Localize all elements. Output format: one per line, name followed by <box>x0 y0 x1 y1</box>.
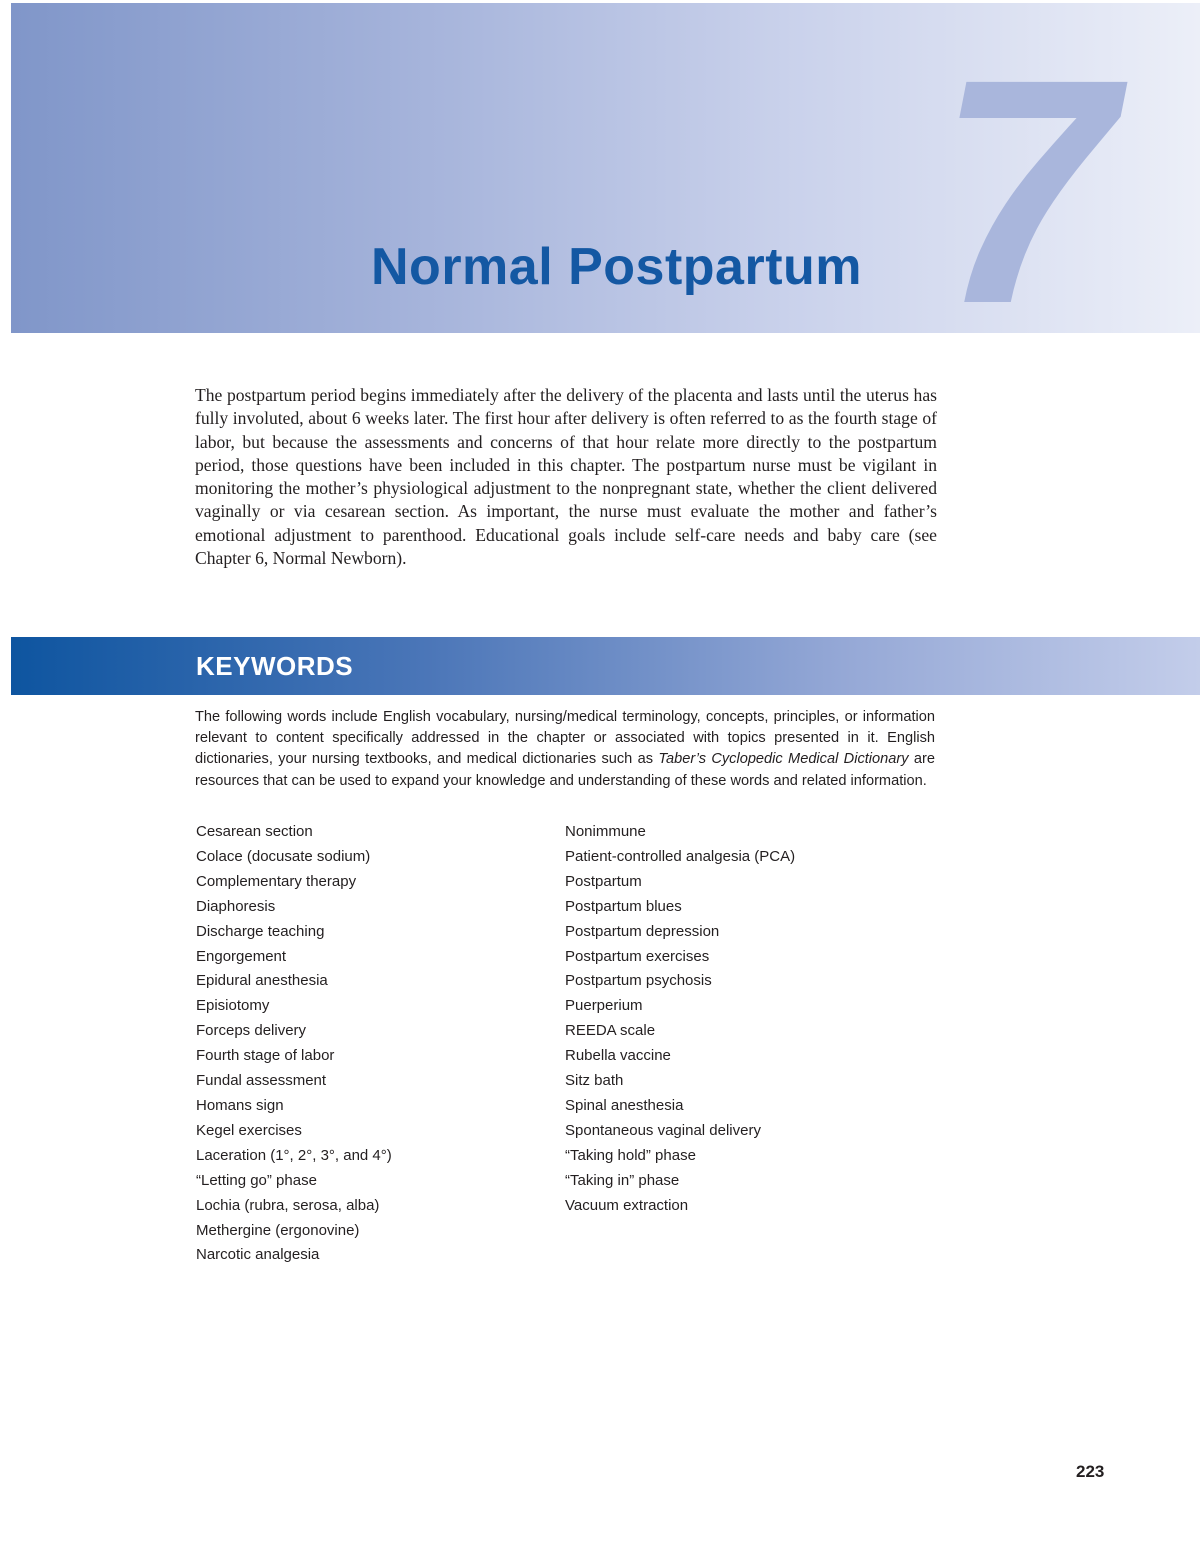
keyword-item: “Letting go” phase <box>196 1171 317 1189</box>
chapter-intro: The postpartum period begins immediately after the delivery of the placenta and lasts until the uterus has fully involuted, about 6 weeks later. The first hour after delivery is often referred to as the fourth stage of labor, but because the assessments and concerns of that hour relate more directly to the postpartum period, those questions have been included in this chapter. The postpartum nurse must be vigilant in monitoring the mother’s physiological adjustment to the nonpregnant state, whether the client delivered vaginally or via cesarean section. As important, the nurse must evaluate the mother and father’s emotional adjustment to parenthood. Educational goals include self-care needs and baby care (see Chapter 6, Normal Newborn). <box>195 385 937 569</box>
keyword-item: Laceration (1°, 2°, 3°, and 4°) <box>196 1146 392 1164</box>
keyword-item: Fourth stage of labor <box>196 1047 335 1065</box>
keywords-intro-text-end: are resources that can be used to expand your knowledge and understanding of these words and related information. <box>195 751 935 789</box>
keywords-banner <box>11 637 1200 695</box>
chapter-title: Normal Postpartum <box>371 238 863 296</box>
keyword-item: “Taking hold” phase <box>565 1146 696 1164</box>
keyword-item: Puerperium <box>565 997 643 1015</box>
keyword-item: Postpartum <box>565 872 642 890</box>
chapter-banner <box>11 3 1200 333</box>
keyword-item: Narcotic analgesia <box>196 1246 320 1264</box>
keyword-item: Engorgement <box>196 947 287 965</box>
keyword-item: Lochia (rubra, serosa, alba) <box>196 1196 380 1214</box>
keyword-item: “Taking in” phase <box>565 1171 680 1189</box>
keyword-item: Forceps delivery <box>196 1022 307 1040</box>
keyword-item: Diaphoresis <box>196 897 276 915</box>
keyword-item: Spontaneous vaginal delivery <box>565 1121 761 1139</box>
keyword-item: Homans sign <box>196 1096 284 1114</box>
keyword-item: Postpartum depression <box>565 922 720 940</box>
keyword-list-right <box>565 820 795 1219</box>
keyword-item: Nonimmune <box>565 823 646 840</box>
keyword-item: Complementary therapy <box>196 872 357 890</box>
keyword-item: Patient-controlled analgesia (PCA) <box>565 847 796 865</box>
keyword-item: Discharge teaching <box>196 922 325 940</box>
keywords-intro-reference: Taber’s Cyclopedic Medical Dictionary <box>658 751 909 768</box>
keyword-item: Postpartum psychosis <box>565 972 712 990</box>
keyword-item: Epidural anesthesia <box>196 972 328 990</box>
keyword-list-left <box>196 820 392 1268</box>
keyword-item: Kegel exercises <box>196 1121 302 1139</box>
keyword-item: Cesarean section <box>196 823 313 840</box>
keyword-item: Spinal anesthesia <box>565 1096 684 1114</box>
keyword-item: REEDA scale <box>565 1022 656 1040</box>
keyword-item: Sitz bath <box>565 1072 624 1090</box>
chapter-number: 7 <box>937 12 1115 333</box>
keywords-heading: KEYWORDS <box>196 651 354 681</box>
page-number: 223 <box>1076 1462 1105 1481</box>
keyword-item: Fundal assessment <box>196 1072 327 1090</box>
keyword-item: Rubella vaccine <box>565 1047 671 1065</box>
keyword-item: Methergine (ergonovine) <box>196 1221 360 1239</box>
keywords-intro-text: The following words include English vocabulary, nursing/medical terminology, concepts, principles, or information relevant to content specifically addressed in the chapter or associated with topics presented in it. English dictionaries, your nursing textbooks, and medical dictionaries such as <box>195 709 935 768</box>
keyword-item: Vacuum extraction <box>565 1196 689 1214</box>
keywords-intro <box>195 707 935 792</box>
keyword-item: Postpartum exercises <box>565 947 710 965</box>
keyword-item: Episiotomy <box>196 997 270 1015</box>
keyword-item: Colace (docusate sodium) <box>196 847 371 865</box>
keyword-item: Postpartum blues <box>565 897 682 915</box>
